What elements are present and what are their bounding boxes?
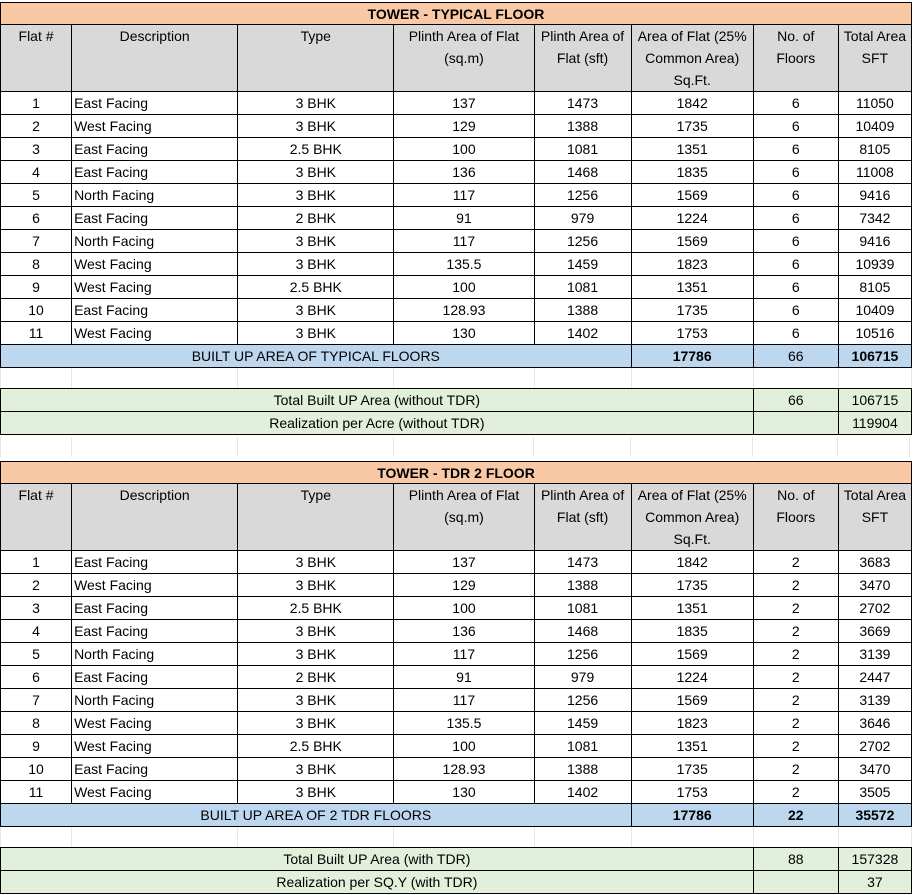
built-up-total-value: 35572: [838, 804, 911, 827]
column-header: Plinth Area of Flat (sft): [534, 484, 631, 551]
table-cell: 2: [753, 689, 838, 712]
table-cell: 3 BHK: [238, 230, 394, 253]
table-cell: 135.5: [394, 253, 534, 276]
summary-total-value: 157328: [838, 848, 911, 871]
table-cell: East Facing: [72, 299, 238, 322]
column-header: No. of Floors: [753, 484, 838, 551]
table-cell: 6: [1, 666, 72, 689]
column-header: Plinth Area of Flat (sft): [534, 25, 631, 92]
table-cell: 1402: [534, 781, 631, 804]
table-row: [1, 551, 912, 574]
table-cell: East Facing: [72, 92, 238, 115]
table-cell: 6: [753, 276, 838, 299]
column-header: Area of Flat (25% Common Area) Sq.Ft.: [631, 25, 753, 92]
table-cell: 1: [1, 92, 72, 115]
table-cell: 2447: [838, 666, 911, 689]
table-cell: 3 BHK: [238, 574, 394, 597]
table-row: [1, 758, 912, 781]
table-cell: 3669: [838, 620, 911, 643]
built-up-area-label: BUILT UP AREA OF TYPICAL FLOORS: [1, 345, 632, 368]
typical-floor-table: [0, 2, 912, 435]
table-cell: 2: [1, 115, 72, 138]
empty-cell: [534, 827, 631, 848]
table-cell: 3 BHK: [238, 92, 394, 115]
table-cell: 2.5 BHK: [238, 735, 394, 758]
table-cell: 10939: [838, 253, 911, 276]
table-cell: 1224: [631, 666, 753, 689]
table-cell: 2: [1, 574, 72, 597]
table-cell: 130: [394, 781, 534, 804]
table-row: [1, 781, 912, 804]
table-cell: 1835: [631, 161, 753, 184]
table-cell: 1842: [631, 92, 753, 115]
table-cell: 2 BHK: [238, 207, 394, 230]
column-header: Description: [72, 25, 238, 92]
table-cell: 135.5: [394, 712, 534, 735]
table-cell: 129: [394, 115, 534, 138]
table-cell: 1256: [534, 643, 631, 666]
table-cell: 3470: [838, 574, 911, 597]
table-cell: 8105: [838, 138, 911, 161]
table-cell: 3 BHK: [238, 643, 394, 666]
table-cell: 9416: [838, 184, 911, 207]
table-row: [1, 574, 912, 597]
table-cell: 3505: [838, 781, 911, 804]
built-up-area-value: 17786: [631, 345, 753, 368]
table-cell: 2: [753, 712, 838, 735]
summary-label: Total Built UP Area (with TDR): [1, 848, 754, 871]
table-cell: West Facing: [72, 574, 238, 597]
table-cell: 9: [1, 735, 72, 758]
table-cell: 8: [1, 712, 72, 735]
table-cell: 128.93: [394, 758, 534, 781]
table-cell: 100: [394, 276, 534, 299]
table-cell: 1081: [534, 597, 631, 620]
table-cell: 6: [753, 230, 838, 253]
table-cell: 1473: [534, 551, 631, 574]
table-cell: 6: [753, 322, 838, 345]
table-cell: 1842: [631, 551, 753, 574]
table-cell: 2: [753, 735, 838, 758]
table-cell: 11: [1, 781, 72, 804]
empty-cell: [72, 827, 238, 848]
table-cell: 117: [394, 689, 534, 712]
table-cell: North Facing: [72, 643, 238, 666]
table-cell: 2 BHK: [238, 666, 394, 689]
table-cell: 6: [753, 161, 838, 184]
empty-cell: [394, 827, 534, 848]
table-row: [1, 92, 912, 115]
table-cell: North Facing: [72, 230, 238, 253]
table-cell: 2: [753, 551, 838, 574]
table-cell: 3 BHK: [238, 781, 394, 804]
table-cell: 1735: [631, 574, 753, 597]
table-row: [1, 620, 912, 643]
table-cell: 1351: [631, 276, 753, 299]
table-cell: 6: [753, 207, 838, 230]
summary-row: [1, 412, 912, 435]
summary-floors-value: 66: [753, 389, 838, 412]
table-cell: 6: [753, 115, 838, 138]
table-row: [1, 689, 912, 712]
table-cell: 3 BHK: [238, 161, 394, 184]
table-cell: 11008: [838, 161, 911, 184]
table-cell: East Facing: [72, 138, 238, 161]
table-cell: 3683: [838, 551, 911, 574]
table-title: TOWER - TYPICAL FLOOR: [1, 3, 912, 25]
built-up-floors-value: 66: [753, 345, 838, 368]
table-row: [1, 299, 912, 322]
table-cell: 1224: [631, 207, 753, 230]
built-up-area-label: BUILT UP AREA OF 2 TDR FLOORS: [1, 804, 632, 827]
table-cell: 1351: [631, 597, 753, 620]
table-cell: 6: [753, 138, 838, 161]
column-header: Description: [72, 484, 238, 551]
table-cell: 1468: [534, 620, 631, 643]
table-cell: 2702: [838, 597, 911, 620]
table-cell: 3 BHK: [238, 620, 394, 643]
table-cell: 8: [1, 253, 72, 276]
table-cell: West Facing: [72, 276, 238, 299]
table-row: [1, 597, 912, 620]
table-cell: 1569: [631, 689, 753, 712]
table-row: [1, 184, 912, 207]
built-up-floors-value: 22: [753, 804, 838, 827]
table-cell: 136: [394, 620, 534, 643]
table-cell: 7: [1, 230, 72, 253]
table-cell: 3: [1, 597, 72, 620]
table-cell: 117: [394, 643, 534, 666]
table-cell: 10: [1, 758, 72, 781]
table-cell: East Facing: [72, 758, 238, 781]
table-cell: 3139: [838, 689, 911, 712]
table-cell: 2702: [838, 735, 911, 758]
table-cell: 3 BHK: [238, 299, 394, 322]
empty-cell: [238, 827, 394, 848]
table-cell: 2.5 BHK: [238, 138, 394, 161]
column-header: Flat #: [1, 484, 72, 551]
table-cell: 3 BHK: [238, 184, 394, 207]
table-cell: 1459: [534, 712, 631, 735]
table-cell: 10409: [838, 115, 911, 138]
table-cell: 6: [753, 253, 838, 276]
blank-row-gridlines: [0, 437, 912, 457]
table-cell: 3 BHK: [238, 322, 394, 345]
table-cell: 979: [534, 666, 631, 689]
table-cell: 3: [1, 138, 72, 161]
table-cell: 2: [753, 597, 838, 620]
table-cell: 1081: [534, 276, 631, 299]
table-row: [1, 253, 912, 276]
column-header: Plinth Area of Flat (sq.m): [394, 25, 534, 92]
table-cell: North Facing: [72, 689, 238, 712]
table-cell: 1256: [534, 230, 631, 253]
table-cell: East Facing: [72, 207, 238, 230]
table-cell: 2.5 BHK: [238, 597, 394, 620]
table-cell: 3 BHK: [238, 115, 394, 138]
table-cell: 1569: [631, 643, 753, 666]
table-cell: 4: [1, 161, 72, 184]
table-cell: 1388: [534, 574, 631, 597]
table-cell: 9416: [838, 230, 911, 253]
table-cell: East Facing: [72, 597, 238, 620]
table-cell: 1081: [534, 735, 631, 758]
table-cell: 7: [1, 689, 72, 712]
summary-row: [1, 871, 912, 894]
table-cell: 8105: [838, 276, 911, 299]
table-cell: 2: [753, 781, 838, 804]
table-cell: 4: [1, 620, 72, 643]
table-cell: 1351: [631, 735, 753, 758]
table-cell: 1388: [534, 299, 631, 322]
table-cell: 1256: [534, 184, 631, 207]
table-cell: 130: [394, 322, 534, 345]
table-cell: 1256: [534, 689, 631, 712]
empty-cell: [394, 368, 534, 389]
table-cell: 10409: [838, 299, 911, 322]
table-cell: 6: [753, 299, 838, 322]
summary-floors-value: [753, 412, 838, 435]
table-cell: East Facing: [72, 620, 238, 643]
column-header: Total Area SFT: [838, 484, 911, 551]
table-cell: 1388: [534, 115, 631, 138]
column-header: Total Area SFT: [838, 25, 911, 92]
table-cell: 1081: [534, 138, 631, 161]
table-cell: 1: [1, 551, 72, 574]
table-cell: 2: [753, 666, 838, 689]
table-cell: 3 BHK: [238, 758, 394, 781]
table-cell: 3139: [838, 643, 911, 666]
table-cell: 1735: [631, 299, 753, 322]
tdr-floor-table: [0, 461, 912, 894]
table-cell: 2: [753, 620, 838, 643]
empty-cell: [72, 368, 238, 389]
table-cell: 1388: [534, 758, 631, 781]
table-cell: 1569: [631, 230, 753, 253]
table-cell: 6: [1, 207, 72, 230]
table-cell: 7342: [838, 207, 911, 230]
table-cell: 117: [394, 184, 534, 207]
empty-cell: [238, 368, 394, 389]
table-row: [1, 735, 912, 758]
table-cell: 128.93: [394, 299, 534, 322]
table-row: [1, 207, 912, 230]
empty-cell: [631, 827, 753, 848]
table-cell: 1468: [534, 161, 631, 184]
table-cell: 979: [534, 207, 631, 230]
empty-cell: [838, 368, 911, 389]
column-header: Plinth Area of Flat (sq.m): [394, 484, 534, 551]
table-cell: 91: [394, 207, 534, 230]
table-row: [1, 712, 912, 735]
summary-label: Realization per Acre (without TDR): [1, 412, 754, 435]
table-cell: 11050: [838, 92, 911, 115]
table-cell: 10: [1, 299, 72, 322]
table-cell: 2: [753, 643, 838, 666]
table-cell: 10516: [838, 322, 911, 345]
table-cell: 1823: [631, 712, 753, 735]
table-cell: 11: [1, 322, 72, 345]
summary-floors-value: [753, 871, 838, 894]
table-cell: 3 BHK: [238, 689, 394, 712]
summary-total-value: 106715: [838, 389, 911, 412]
table-row: [1, 666, 912, 689]
table-cell: 2: [753, 758, 838, 781]
table-cell: West Facing: [72, 735, 238, 758]
table-cell: 129: [394, 574, 534, 597]
table-cell: 3470: [838, 758, 911, 781]
table-title: TOWER - TDR 2 FLOOR: [1, 462, 912, 484]
table-cell: West Facing: [72, 781, 238, 804]
empty-cell: [753, 368, 838, 389]
table-cell: 1753: [631, 322, 753, 345]
table-cell: 137: [394, 92, 534, 115]
table-cell: 1753: [631, 781, 753, 804]
empty-cell: [1, 827, 72, 848]
column-header: No. of Floors: [753, 25, 838, 92]
built-up-total-value: 106715: [838, 345, 911, 368]
column-header: Flat #: [1, 25, 72, 92]
empty-cell: [1, 368, 72, 389]
table-cell: 136: [394, 161, 534, 184]
summary-row: [1, 389, 912, 412]
summary-label: Total Built UP Area (without TDR): [1, 389, 754, 412]
table-cell: West Facing: [72, 115, 238, 138]
column-header: Type: [238, 25, 394, 92]
summary-floors-value: 88: [753, 848, 838, 871]
table-cell: 6: [753, 92, 838, 115]
table-cell: West Facing: [72, 253, 238, 276]
table-cell: 6: [753, 184, 838, 207]
table-cell: 3646: [838, 712, 911, 735]
table-row: [1, 161, 912, 184]
empty-cell: [534, 368, 631, 389]
table-cell: 5: [1, 643, 72, 666]
table-cell: West Facing: [72, 322, 238, 345]
table-row: [1, 138, 912, 161]
table-row: [1, 230, 912, 253]
table-cell: 5: [1, 184, 72, 207]
table-cell: 3 BHK: [238, 253, 394, 276]
table-row: [1, 322, 912, 345]
built-up-area-value: 17786: [631, 804, 753, 827]
table-cell: 1351: [631, 138, 753, 161]
summary-row: [1, 848, 912, 871]
table-cell: 1569: [631, 184, 753, 207]
table-cell: 137: [394, 551, 534, 574]
table-cell: 2.5 BHK: [238, 276, 394, 299]
table-cell: East Facing: [72, 666, 238, 689]
table-cell: 2: [753, 574, 838, 597]
built-up-area-row: [1, 345, 912, 368]
table-cell: 1459: [534, 253, 631, 276]
summary-label: Realization per SQ.Y (with TDR): [1, 871, 754, 894]
empty-cell: [631, 368, 753, 389]
empty-cell: [838, 827, 911, 848]
empty-cell: [753, 827, 838, 848]
table-row: [1, 276, 912, 299]
column-header: Type: [238, 484, 394, 551]
table-cell: 100: [394, 735, 534, 758]
table-cell: North Facing: [72, 184, 238, 207]
table-cell: East Facing: [72, 161, 238, 184]
summary-total-value: 119904: [838, 412, 911, 435]
table-cell: 3 BHK: [238, 712, 394, 735]
table-cell: 1835: [631, 620, 753, 643]
table-cell: West Facing: [72, 712, 238, 735]
table-cell: 3 BHK: [238, 551, 394, 574]
table-cell: 1735: [631, 115, 753, 138]
table-cell: East Facing: [72, 551, 238, 574]
table-cell: 9: [1, 276, 72, 299]
column-header: Area of Flat (25% Common Area) Sq.Ft.: [631, 484, 753, 551]
table-cell: 117: [394, 230, 534, 253]
table-cell: 91: [394, 666, 534, 689]
summary-total-value: 37: [838, 871, 911, 894]
built-up-area-row: [1, 804, 912, 827]
table-cell: 100: [394, 138, 534, 161]
table-row: [1, 115, 912, 138]
table-cell: 100: [394, 597, 534, 620]
table-cell: 1473: [534, 92, 631, 115]
table-cell: 1823: [631, 253, 753, 276]
table-cell: 1735: [631, 758, 753, 781]
table-row: [1, 643, 912, 666]
table-cell: 1402: [534, 322, 631, 345]
